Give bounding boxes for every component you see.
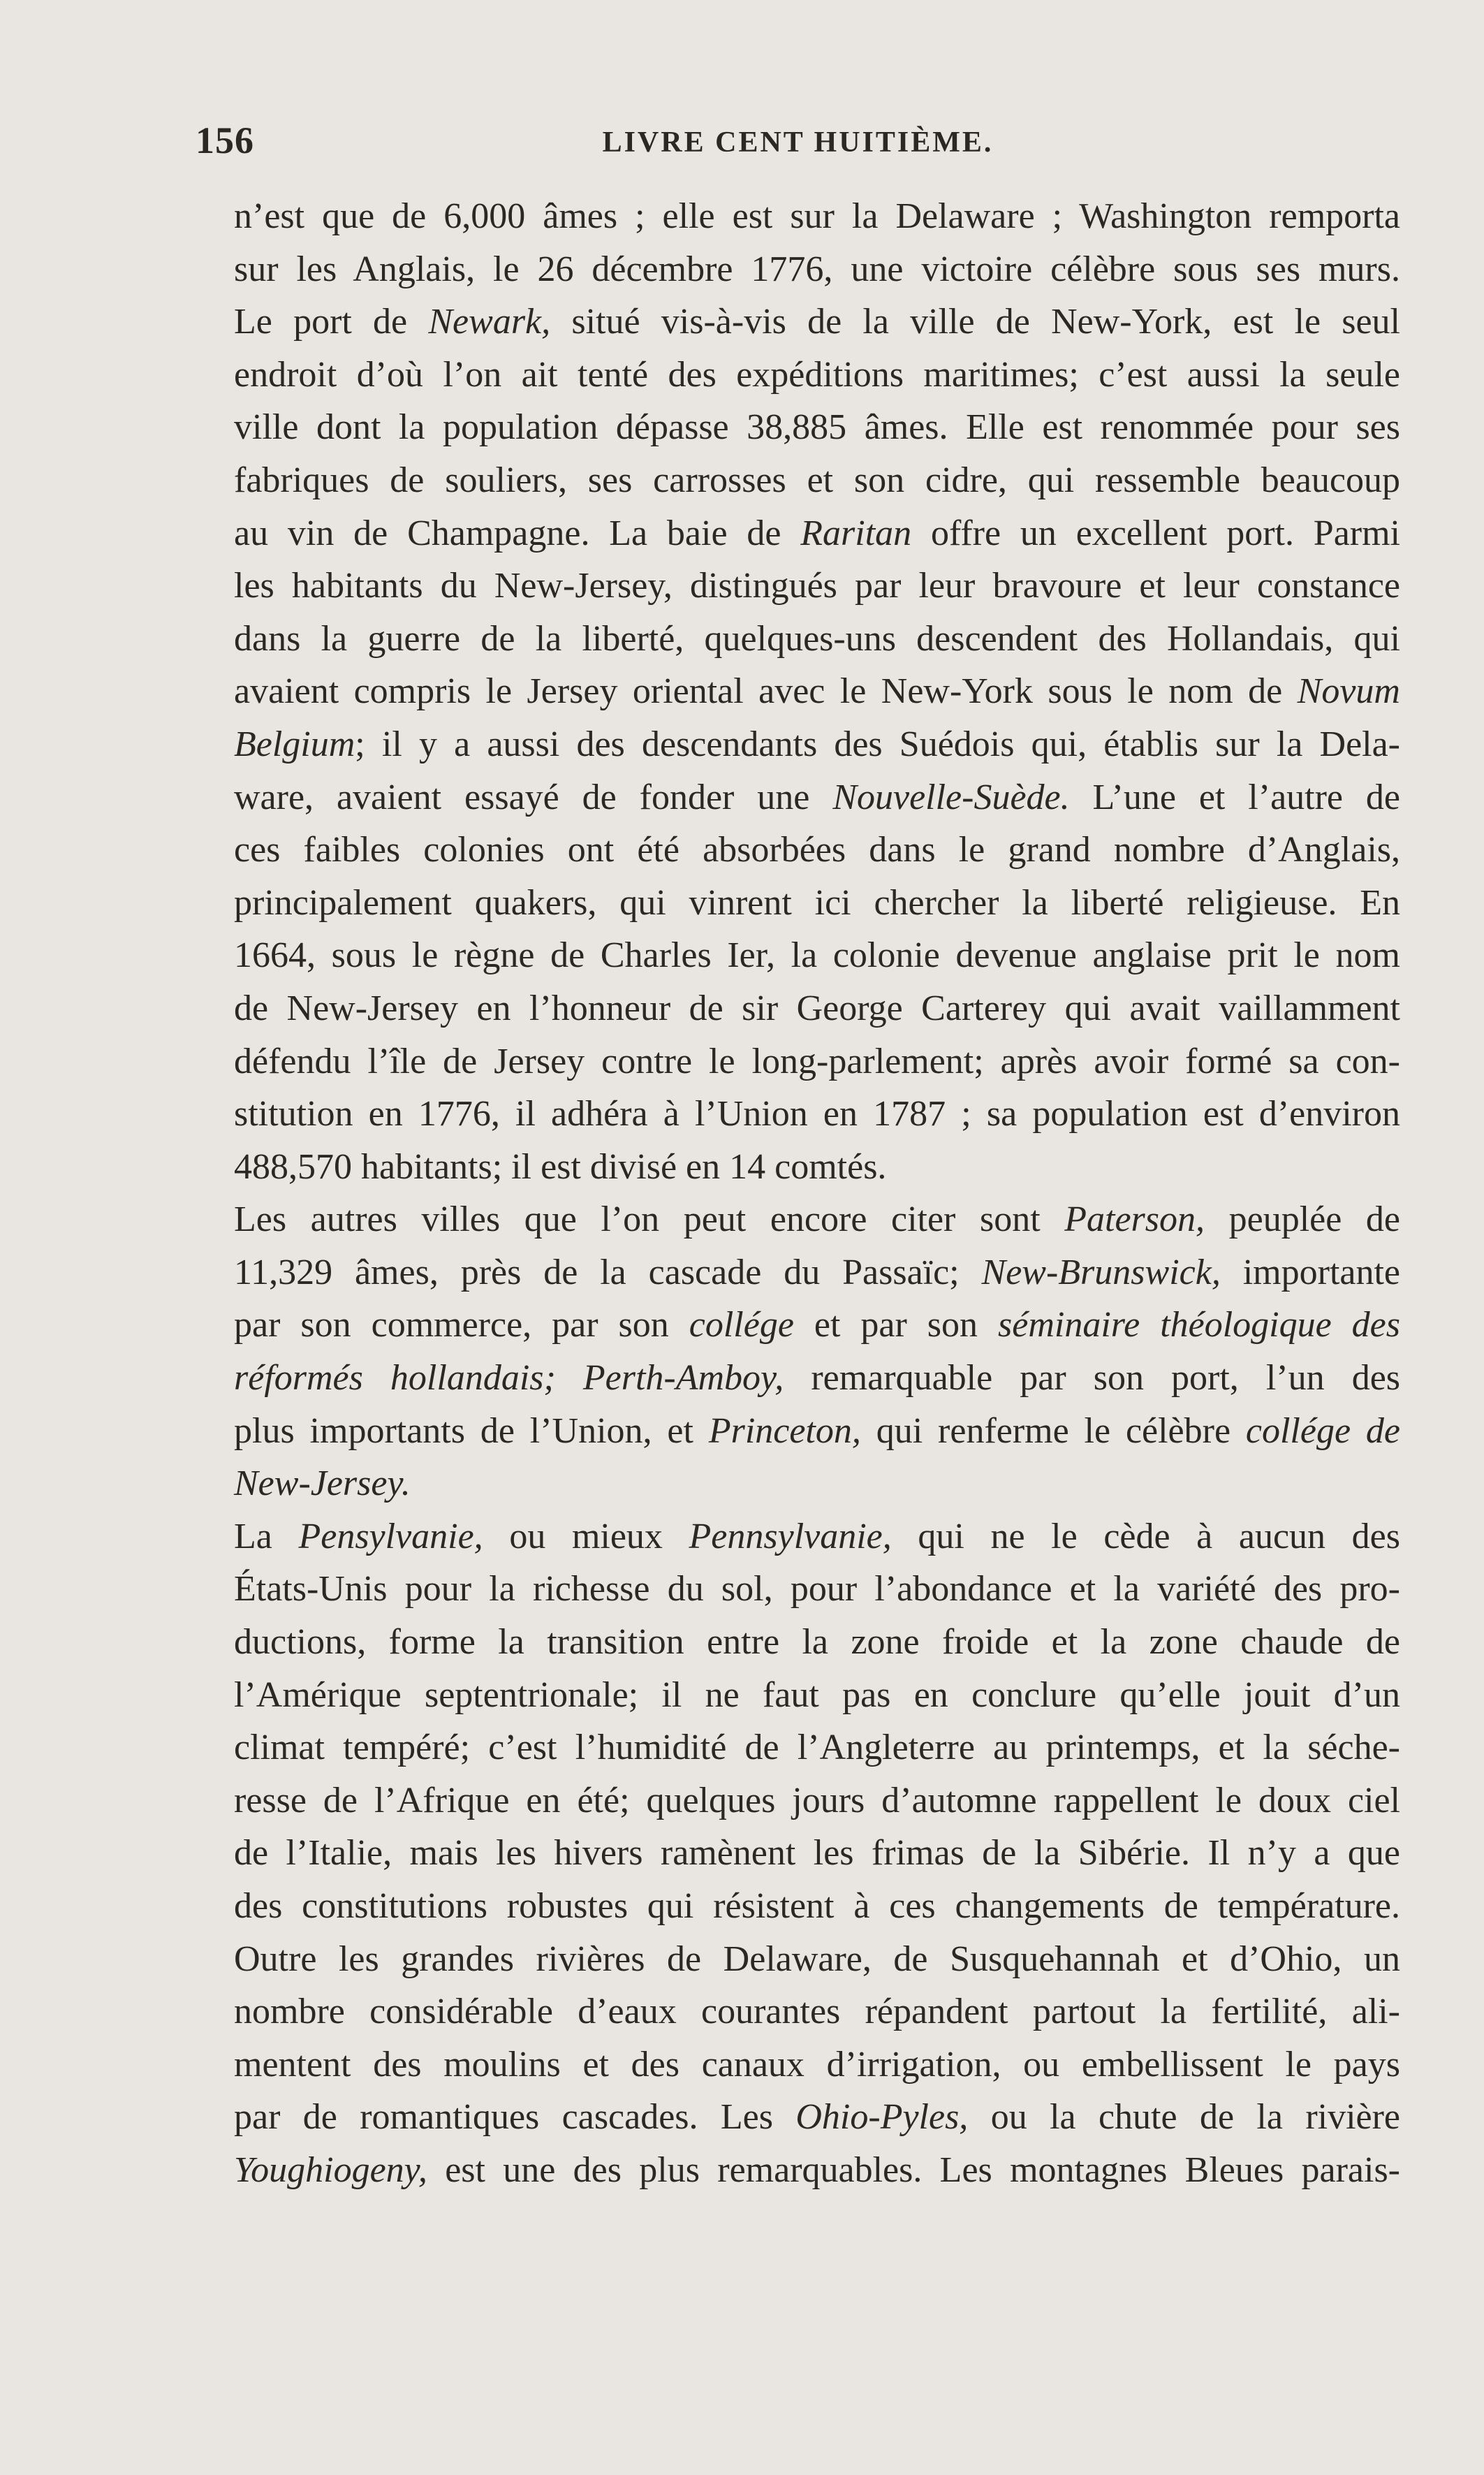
italic-text: Raritan [800, 513, 912, 553]
text-run: ; il y a aussi des descendants des Suédois qui, établis sur la Dela- [355, 724, 1400, 764]
text-run: dans la guerre de la liberté, quelques-uns descendent des Hollandais, qui [234, 618, 1400, 659]
italic-text: Belgium [234, 724, 355, 764]
text-run: nombre considérable d’eaux courantes répandent partout la fertilité, ali- [234, 1992, 1400, 2032]
text-line [234, 1721, 1400, 1774]
page-header [196, 119, 1400, 175]
text-line [234, 507, 1400, 560]
italic-text: réformés hollandais; Perth-Amboy, [234, 1358, 784, 1399]
text-line [234, 2091, 1400, 2144]
text-line [234, 1246, 1400, 1299]
italic-text: New-Brunswick, [981, 1252, 1221, 1292]
text-run: ou la chute de la rivière [968, 2097, 1401, 2138]
body-text [234, 190, 1400, 2197]
text-line [234, 1985, 1400, 2038]
text-run: fabriques de souliers, ses carrosses et son cidre, qui ressemble beaucoup [234, 460, 1400, 500]
italic-text: Novum [1297, 671, 1400, 712]
text-run: resse de l’Afrique en été; quelques jours d’automne rappellent le doux ciel [234, 1780, 1400, 1820]
text-run: mentent des moulins et des canaux d’irrigation, ou embellissent le pays [234, 2044, 1400, 2085]
text-run: est une des plus remarquables. Les montagnes Bleues parais- [427, 2149, 1400, 2190]
text-run: de New-Jersey en l’honneur de sir George Carterey qui avait vaillamment [234, 988, 1400, 1028]
text-line [234, 349, 1400, 402]
italic-text: Pensylvanie, [298, 1516, 483, 1556]
page-number: 156 [196, 119, 254, 161]
text-run: les habitants du New-Jersey, distingués par leur bravoure et leur constance [234, 566, 1400, 606]
text-line [234, 190, 1400, 243]
text-run: plus importants de l’Union, et [234, 1410, 709, 1451]
text-run: climat tempéré; c’est l’humidité de l’Angleterre au printemps, et la séche- [234, 1728, 1400, 1768]
text-line [234, 401, 1400, 454]
text-run: par son commerce, par son [234, 1305, 689, 1345]
text-line [234, 243, 1400, 296]
text-line [234, 1193, 1400, 1246]
text-run: Outre les grandes rivières de Delaware, de Susquehannah et d’Ohio, un [234, 1939, 1400, 1979]
text-run: importante [1220, 1252, 1400, 1292]
text-line [234, 2144, 1400, 2197]
text-run: situé vis-à-vis de la ville de New-York, est le seul [550, 302, 1401, 342]
text-run: principalement quakers, qui vinrent ici chercher la liberté religieuse. En [234, 882, 1400, 923]
text-line [234, 1457, 1400, 1510]
text-run: ville dont la population dépasse 38,885 âmes. Elle est renommée pour ses [234, 407, 1400, 448]
text-run: des constitutions robustes qui résistent à ces changements de température. [234, 1886, 1400, 1926]
text-run: ware, avaient essayé de fonder une [234, 777, 833, 817]
text-line [234, 929, 1400, 982]
italic-text: Youghiogeny, [234, 2149, 427, 2190]
text-run: 1664, sous le règne de Charles Ier, la colonie devenue anglaise prit le nom [234, 935, 1400, 976]
text-line [234, 2038, 1400, 2091]
text-run: défendu l’île de Jersey contre le long-parlement; après avoir formé sa con- [234, 1041, 1400, 1081]
text-run: avaient compris le Jersey oriental avec le New-York sous le nom de [234, 671, 1298, 712]
text-line [234, 1774, 1400, 1827]
running-title: LIVRE CENT HUITIÈME. [602, 126, 994, 159]
text-run: sur les Anglais, le 26 décembre 1776, une victoire célèbre sous ses murs. [234, 249, 1400, 289]
text-run: 11,329 âmes, près de la cascade du Passaïc; [234, 1252, 982, 1292]
text-line [234, 1827, 1400, 1880]
text-line [234, 665, 1400, 718]
italic-text: Nouvelle-Suède. [832, 777, 1070, 817]
text-run: Le port de [234, 302, 429, 342]
italic-text: Ohio-Pyles, [795, 2097, 969, 2138]
text-run: qui renferme le célèbre [860, 1410, 1246, 1451]
text-line [234, 877, 1400, 930]
text-line [234, 1880, 1400, 1933]
text-line [234, 560, 1400, 613]
text-run: endroit d’où l’on ait tenté des expéditions maritimes; c’est aussi la seule [234, 354, 1400, 395]
text-run: ces faibles colonies ont été absorbées dans le grand nombre d’Anglais, [234, 830, 1400, 870]
text-line [234, 454, 1400, 507]
text-line [234, 295, 1400, 349]
italic-text: Pennsylvanie, [689, 1516, 892, 1556]
text-line [234, 1405, 1400, 1458]
text-run: L’une et l’autre de [1069, 777, 1400, 817]
text-line [234, 1616, 1400, 1669]
text-run: et par son [793, 1305, 999, 1345]
text-run: par de romantiques cascades. Les [234, 2097, 796, 2138]
text-run: de l’Italie, mais les hivers ramènent les frimas de la Sibérie. Il n’y a que [234, 1833, 1400, 1874]
text-line [234, 718, 1400, 771]
text-run: États-Unis pour la richesse du sol, pour l’abondance et la variété des pro- [234, 1569, 1400, 1609]
text-line [234, 1141, 1400, 1194]
italic-text: séminaire théologique des [998, 1305, 1401, 1345]
text-run: qui ne le cède à aucun des [891, 1516, 1400, 1556]
text-run: 488,570 habitants; il est divisé en 14 comtés. [234, 1146, 887, 1187]
text-line [234, 1669, 1400, 1722]
text-run: offre un excellent port. Parmi [911, 513, 1400, 553]
text-run: remarquable par son port, l’un des [784, 1358, 1401, 1399]
italic-text: Newark, [428, 302, 551, 342]
text-line [234, 771, 1400, 824]
text-run: au vin de Champagne. La baie de [234, 513, 801, 553]
italic-text: Paterson, [1064, 1199, 1205, 1240]
italic-text: Princeton, [708, 1410, 861, 1451]
text-run: ductions, forme la transition entre la zone froide et la zone chaude de [234, 1622, 1400, 1663]
text-run: Les autres villes que l’on peut encore citer sont [234, 1199, 1065, 1240]
text-line [234, 1933, 1400, 1986]
text-line [234, 1352, 1400, 1405]
italic-text: collége [689, 1305, 794, 1345]
italic-text: collége de [1245, 1410, 1400, 1451]
text-line [234, 824, 1400, 877]
text-line [234, 1299, 1400, 1352]
text-run: La [234, 1516, 299, 1556]
text-run: stitution en 1776, il adhéra à l’Union en 1787 ; sa population est d’environ [234, 1094, 1400, 1134]
italic-text: New-Jersey. [234, 1463, 411, 1504]
text-run: l’Amérique septentrionale; il ne faut pas en conclure qu’elle jouit d’un [234, 1674, 1400, 1715]
text-run: ou mieux [483, 1516, 689, 1556]
text-run: n’est que de 6,000 âmes ; elle est sur la Delaware ; Washington remporta [234, 196, 1400, 236]
text-line [234, 1510, 1400, 1563]
text-line [234, 613, 1400, 666]
text-line [234, 1088, 1400, 1141]
text-run: peuplée de [1205, 1199, 1400, 1240]
text-line [234, 1563, 1400, 1616]
text-line [234, 1035, 1400, 1088]
text-line [234, 982, 1400, 1035]
